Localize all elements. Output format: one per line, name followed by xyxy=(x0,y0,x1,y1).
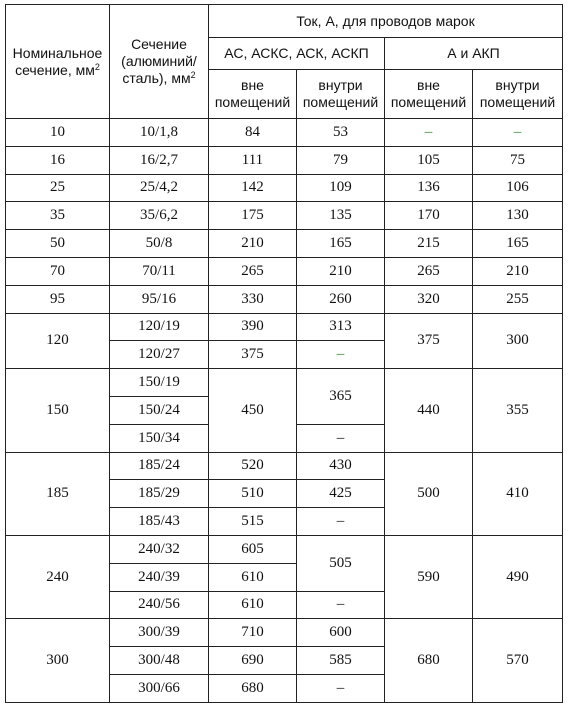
header-a-inside: внутри помещений xyxy=(473,70,563,119)
table-row xyxy=(6,313,563,341)
cell-ac-outside: 210 xyxy=(209,230,297,258)
table-row xyxy=(6,369,563,397)
cell-ac-outside: 375 xyxy=(209,341,297,369)
table-row xyxy=(6,119,563,147)
cell-ac-inside: 135 xyxy=(297,202,385,230)
cell-nominal: 95 xyxy=(6,285,110,313)
cell-section: 240/32 xyxy=(110,535,209,563)
cell-ac-inside: 600 xyxy=(297,619,385,647)
cell-ac-inside: 260 xyxy=(297,285,385,313)
cell-a-outside: 215 xyxy=(385,230,473,258)
table-row xyxy=(6,452,563,480)
cell-section: 25/4,2 xyxy=(110,174,209,202)
cell-ac-outside: 111 xyxy=(209,146,297,174)
cell-ac-inside: 313 xyxy=(297,313,385,341)
cell-ac-outside: 520 xyxy=(209,452,297,480)
cell-section: 240/39 xyxy=(110,563,209,591)
cell-nominal: 185 xyxy=(6,452,110,535)
cell-a-outside: 440 xyxy=(385,369,473,452)
cell-ac-inside: – xyxy=(297,591,385,619)
cell-ac-outside: 515 xyxy=(209,508,297,536)
cell-ac-outside: 84 xyxy=(209,119,297,147)
cell-ac-outside: 680 xyxy=(209,674,297,702)
cell-ac-outside: 330 xyxy=(209,285,297,313)
cell-section: 150/24 xyxy=(110,396,209,424)
cell-a-outside: 105 xyxy=(385,146,473,174)
cell-a-outside: 375 xyxy=(385,313,473,369)
cell-nominal: 120 xyxy=(6,313,110,369)
cell-a-outside: 680 xyxy=(385,619,473,703)
header-a-outside: вне помещений xyxy=(385,70,473,119)
cell-nominal: 300 xyxy=(6,619,110,703)
cell-ac-inside: 505 xyxy=(297,535,385,591)
cell-a-inside: 490 xyxy=(473,535,563,618)
cell-nominal: 16 xyxy=(6,146,110,174)
cell-ac-inside: 109 xyxy=(297,174,385,202)
cell-ac-inside: 425 xyxy=(297,480,385,508)
cell-a-outside: 320 xyxy=(385,285,473,313)
table-row xyxy=(6,257,563,285)
cell-section: 50/8 xyxy=(110,230,209,258)
table-row xyxy=(6,146,563,174)
cell-nominal: 25 xyxy=(6,174,110,202)
cell-a-inside: 165 xyxy=(473,230,563,258)
cell-ac-outside: 175 xyxy=(209,202,297,230)
header-ac-outside: вне помещений xyxy=(209,70,297,119)
cell-section: 300/39 xyxy=(110,619,209,647)
table-row xyxy=(6,202,563,230)
table-row xyxy=(6,174,563,202)
cell-a-inside: 355 xyxy=(473,369,563,452)
cell-ac-outside: 450 xyxy=(209,369,297,452)
cell-section: 120/27 xyxy=(110,341,209,369)
header-group-a: А и АКП xyxy=(385,38,563,70)
cell-a-inside: 106 xyxy=(473,174,563,202)
table-body xyxy=(6,119,563,703)
cell-nominal: 150 xyxy=(6,369,110,452)
cell-a-inside: 210 xyxy=(473,257,563,285)
header-group-ac: АС, АСКС, АСК, АСКП xyxy=(209,38,385,70)
cell-a-inside: 130 xyxy=(473,202,563,230)
header-ac-inside: внутри помещений xyxy=(297,70,385,119)
cell-ac-outside: 390 xyxy=(209,313,297,341)
cell-ac-outside: 142 xyxy=(209,174,297,202)
cell-ac-inside: 210 xyxy=(297,257,385,285)
cell-ac-inside: 365 xyxy=(297,369,385,425)
cell-a-outside: 500 xyxy=(385,452,473,535)
cell-section: 300/48 xyxy=(110,647,209,675)
cell-nominal: 35 xyxy=(6,202,110,230)
cell-nominal: 10 xyxy=(6,119,110,147)
cell-a-outside: 170 xyxy=(385,202,473,230)
cell-ac-inside: 165 xyxy=(297,230,385,258)
cell-section: 10/1,8 xyxy=(110,119,209,147)
cell-a-outside: 265 xyxy=(385,257,473,285)
cell-section: 150/19 xyxy=(110,369,209,397)
header-current: Ток, А, для проводов марок xyxy=(209,5,563,38)
cell-a-inside: 570 xyxy=(473,619,563,703)
cell-ac-outside: 510 xyxy=(209,480,297,508)
table-row xyxy=(6,535,563,563)
cell-ac-inside: – xyxy=(297,508,385,536)
cell-a-outside: – xyxy=(385,119,473,147)
cell-ac-outside: 690 xyxy=(209,647,297,675)
table-header xyxy=(6,5,563,119)
cell-a-inside: 410 xyxy=(473,452,563,535)
cell-a-outside: 136 xyxy=(385,174,473,202)
cell-section: 150/34 xyxy=(110,424,209,452)
cell-a-inside: 75 xyxy=(473,146,563,174)
table-row xyxy=(6,230,563,258)
cell-ac-outside: 605 xyxy=(209,535,297,563)
cell-section: 70/11 xyxy=(110,257,209,285)
cell-ac-outside: 610 xyxy=(209,591,297,619)
cell-a-inside: 300 xyxy=(473,313,563,369)
cell-section: 120/19 xyxy=(110,313,209,341)
cell-ac-inside: 53 xyxy=(297,119,385,147)
cell-ac-outside: 265 xyxy=(209,257,297,285)
cell-section: 300/66 xyxy=(110,674,209,702)
cell-ac-inside: 79 xyxy=(297,146,385,174)
cell-section: 185/43 xyxy=(110,508,209,536)
cell-section: 16/2,7 xyxy=(110,146,209,174)
cell-nominal: 240 xyxy=(6,535,110,618)
current-table xyxy=(5,4,563,703)
cell-section: 240/56 xyxy=(110,591,209,619)
table-row xyxy=(6,285,563,313)
cell-section: 95/16 xyxy=(110,285,209,313)
cell-nominal: 70 xyxy=(6,257,110,285)
cell-ac-inside: – xyxy=(297,424,385,452)
cell-nominal: 50 xyxy=(6,230,110,258)
cell-ac-outside: 610 xyxy=(209,563,297,591)
header-nominal: Номинальное сечение, $мм^2$ xyxy=(6,5,110,119)
table-row xyxy=(6,619,563,647)
cell-section: 185/29 xyxy=(110,480,209,508)
cell-a-inside: – xyxy=(473,119,563,147)
cell-ac-inside: 585 xyxy=(297,647,385,675)
cell-ac-inside: – xyxy=(297,341,385,369)
cell-ac-inside: 430 xyxy=(297,452,385,480)
cell-ac-inside: – xyxy=(297,674,385,702)
cell-a-inside: 255 xyxy=(473,285,563,313)
header-section: Сечение (алюминий/ сталь), $мм^2$ xyxy=(110,5,209,119)
cell-ac-outside: 710 xyxy=(209,619,297,647)
cell-section: 185/24 xyxy=(110,452,209,480)
cell-section: 35/6,2 xyxy=(110,202,209,230)
cell-a-outside: 590 xyxy=(385,535,473,618)
